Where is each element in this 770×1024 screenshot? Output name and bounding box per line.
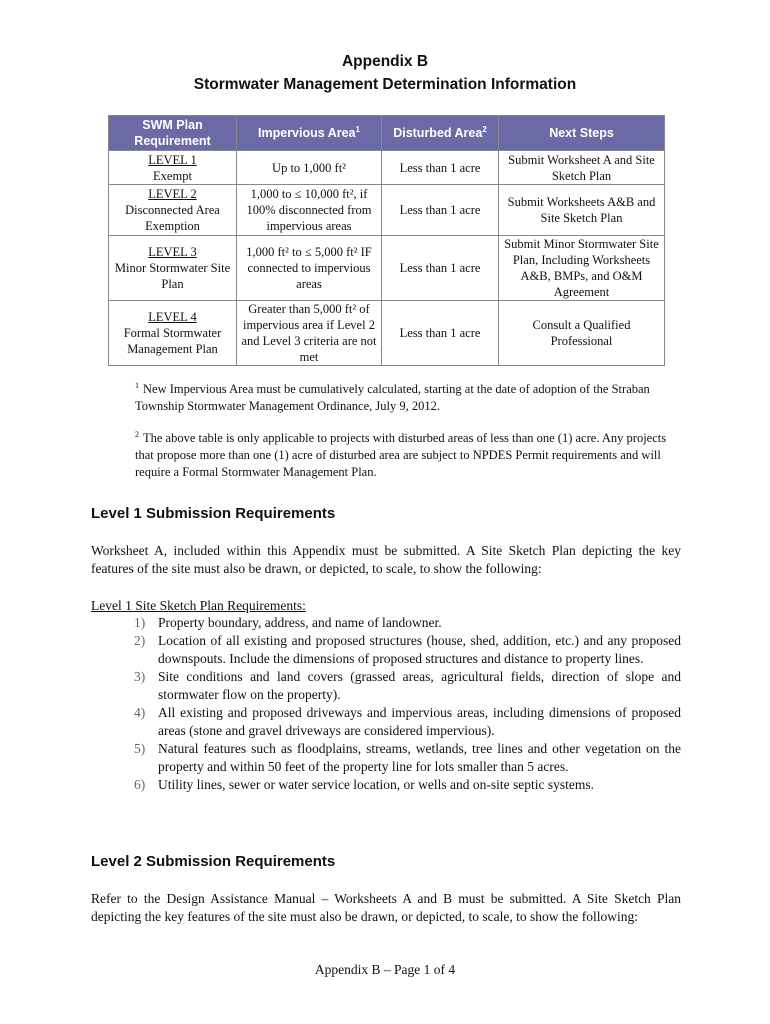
page-subtitle: Stormwater Management Determination Information [193,76,577,93]
level-name: Disconnected Area Exemption [125,203,220,233]
header-plan-requirement: SWM Plan Requirement [109,116,237,151]
item-number: 1) [134,615,146,630]
item-number: 5) [134,741,146,756]
page-title: Appendix B [341,53,429,70]
page-footer: Appendix B – Page 1 of 4 [314,962,456,977]
item-text: All existing and proposed driveways and impervious areas, including dimensions of proposed areas (stone and gravel driveways are considered impervious). [158,705,681,738]
footnote-mark: 1 [135,380,139,390]
level1-heading: Level 1 Submission Requirements [91,505,336,522]
plan-cell [109,151,237,185]
level-label: LEVEL 3 [148,245,197,259]
item-number: 6) [134,777,146,792]
disturbed-cell: Less than 1 acre [382,236,499,301]
plan-cell [109,301,237,366]
disturbed-cell: Less than 1 acre [382,301,499,366]
level-label: LEVEL 2 [148,187,197,201]
next-steps-cell: Submit Worksheet A and Site Sketch Plan [499,151,665,185]
header-impervious-area [237,116,382,151]
level-label: LEVEL 4 [148,310,197,324]
impervious-cell: 1,000 ft² to ≤ 5,000 ft² IF connected to impervious areas [237,236,382,301]
header-impervious-label: Impervious Area [258,126,356,140]
item-number: 2) [134,633,146,648]
header-impervious-footnote-mark: 1 [355,124,360,134]
table-row [109,236,665,301]
table-header-row [109,116,665,151]
level-label: LEVEL 1 [148,152,197,167]
list-item [91,668,681,704]
level2-heading: Level 2 Submission Requirements [91,853,336,870]
list-item [91,632,681,668]
level1-requirements-list [91,614,681,794]
header-disturbed-label: Disturbed Area [393,126,483,140]
footnote-mark: 2 [135,429,139,439]
impervious-cell: Up to 1,000 ft² [237,151,382,185]
next-steps-cell: Submit Minor Stormwater Site Plan, Including Worksheets A&B, BMPs, and O&M Agreement [499,236,665,301]
level-name: Exempt [153,168,192,183]
list-item [91,614,681,632]
next-steps-cell: Submit Worksheets A&B and Site Sketch Plan [499,185,665,236]
footnote-text: The above table is only applicable to projects with disturbed areas of less than one (1) acre. Any projects that propose more than one (1) acre of disturbed area are subject to NPDES Permit requirements and will require a Formal Stormwater Management Plan. [135,431,667,479]
plan-cell [109,185,237,236]
footnote-1 [135,381,680,415]
footnote-text: New Impervious Area must be cumulatively calculated, starting at the date of adoption of the Straban Township Stormwater Management Ordinance, July 9, 2012. [135,382,650,413]
list-item [91,740,681,776]
table-row [109,185,665,236]
item-number: 3) [134,669,146,684]
item-text: Utility lines, sewer or water service location, or wells and on-site septic systems. [158,777,595,792]
level1-intro: Worksheet A, included within this Appendix must be submitted. A Site Sketch Plan depicting the key features of the site must also be drawn, or depicted, to scale, to show the following: [91,543,681,576]
header-disturbed-footnote-mark: 2 [482,124,487,134]
level-name: Formal Stormwater Management Plan [123,326,222,356]
next-steps-cell: Consult a Qualified Professional [499,301,665,366]
header-disturbed-area [382,116,499,151]
disturbed-cell: Less than 1 acre [382,185,499,236]
header-next-steps: Next Steps [499,116,665,151]
item-text: Property boundary, address, and name of landowner. [158,615,442,630]
item-text: Site conditions and land covers (grassed areas, agricultural fields, direction of slope and stormwater flow on the property). [158,669,681,702]
determination-table [108,115,665,366]
plan-cell [109,236,237,301]
item-text: Location of all existing and proposed structures (house, shed, addition, etc.) and any proposed downspouts. Include the dimensions of proposed structures and distance to property lines. [158,633,681,666]
level-name: Minor Stormwater Site Plan [114,261,231,291]
list-item [91,776,681,794]
disturbed-cell: Less than 1 acre [382,151,499,185]
item-number: 4) [134,705,146,720]
item-text: Natural features such as floodplains, streams, wetlands, tree lines and other vegetation on the property and within 50 feet of the property line for lots smaller than 5 acres. [158,741,681,774]
table-row [109,301,665,366]
list-item [91,704,681,740]
level1-list-heading: Level 1 Site Sketch Plan Requirements: [91,598,306,613]
impervious-cell: 1,000 to ≤ 10,000 ft², if 100% disconnected from impervious areas [237,185,382,236]
table-row [109,151,665,185]
impervious-cell: Greater than 5,000 ft² of impervious area if Level 2 and Level 3 criteria are not met [237,301,382,366]
footnote-2 [135,430,680,481]
level2-intro: Refer to the Design Assistance Manual – Worksheets A and B must be submitted. A Site Sketch Plan depicting the key features of the site must also be drawn, or depicted, to scale, to show the following: [91,891,681,924]
